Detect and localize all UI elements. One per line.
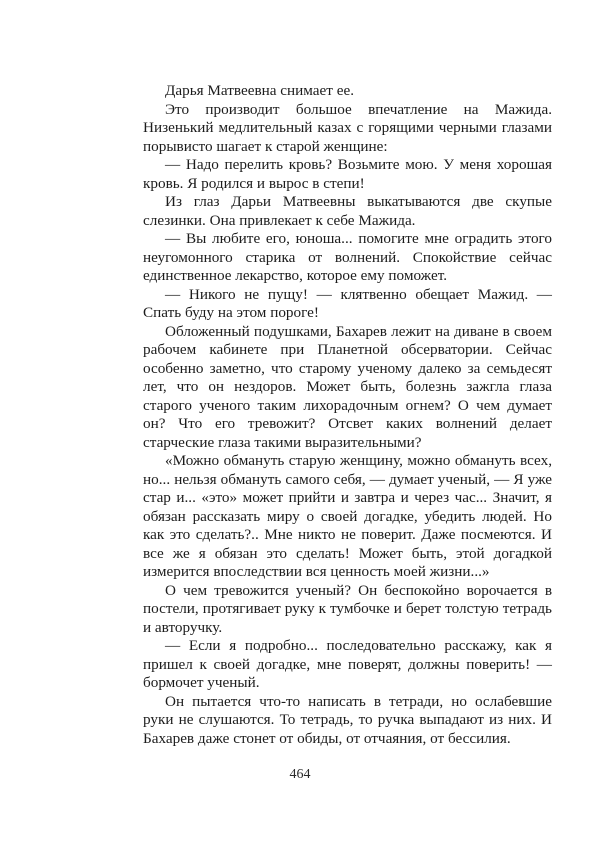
paragraph: Он пытается что-то написать в тетради, но ослабевшие руки не слушаются. То тетрадь, то ручка выпадают из них. И Бахарев даже стонет от обиды, от отчаяния, от бессилия. — [143, 692, 552, 747]
paragraph: Обложенный подушками, Бахарев лежит на диване в своем рабочем кабинете при Планетной обсерватории. Сейчас особенно заметно, что старому ученому далеко за семьдесят лет, что он нездоров. Может быть, болезнь зажгла глаза старого ученого таким лихорадочным огнем? О чем думает он? Что его тревожит? Отсвет каких волнений делает старческие глаза такими выразительными? — [143, 322, 552, 451]
paragraph: Из глаз Дарьи Матвеевны выкатываются две скупые слезинки. Она привлекает к себе Мажида. — [143, 193, 552, 229]
paragraph: — Вы любите его, юноша... помогите мне оградить этого неугомонного старика от волнений. Спокойствие сейчас единственное лекарство, которое ему поможет. — [143, 230, 552, 284]
page-text — [143, 82, 552, 748]
paragraph: Дарья Матвеевна снимает ее. — [165, 82, 354, 99]
paragraph: Это производит большое впечатление на Мажида. Низенький медлительный казах с горящими черными глазами порывисто шагает к старой женщине: — [143, 100, 552, 155]
paragraph: — Надо перелить кровь? Возьмите мою. У меня хорошая кровь. Я родился и вырос в степи! — [143, 156, 552, 192]
paragraph: — Если я подробно... последовательно расскажу, как я пришел к своей догадке, мне поверят, должны поверить! — бормочет ученый. — [143, 637, 552, 691]
paragraph: «Можно обмануть старую женщину, можно обмануть всех, но... нельзя обмануть самого себя, — думает ученый, — Я уже стар и... «это» может прийти и завтра и через час... Значит, я обязан рассказать миру о своей догадке, убедить людей. Но как это сделать?.. Мне никто не поверит. Даже посмеются. И все же я обязан это сделать! Может быть, этой догадкой измерится впоследствии вся ценность моей жизни...» — [143, 452, 552, 580]
paragraph: О чем тревожится ученый? Он беспокойно ворочается в постели, протягивает руку к тумбочке и берет толстую тетрадь и авторучку. — [143, 581, 552, 636]
paragraph: — Никого не пущу! — клятвенно обещает Мажид. — Спать буду на этом пороге! — [143, 285, 552, 321]
page-number: 464 — [289, 767, 311, 782]
